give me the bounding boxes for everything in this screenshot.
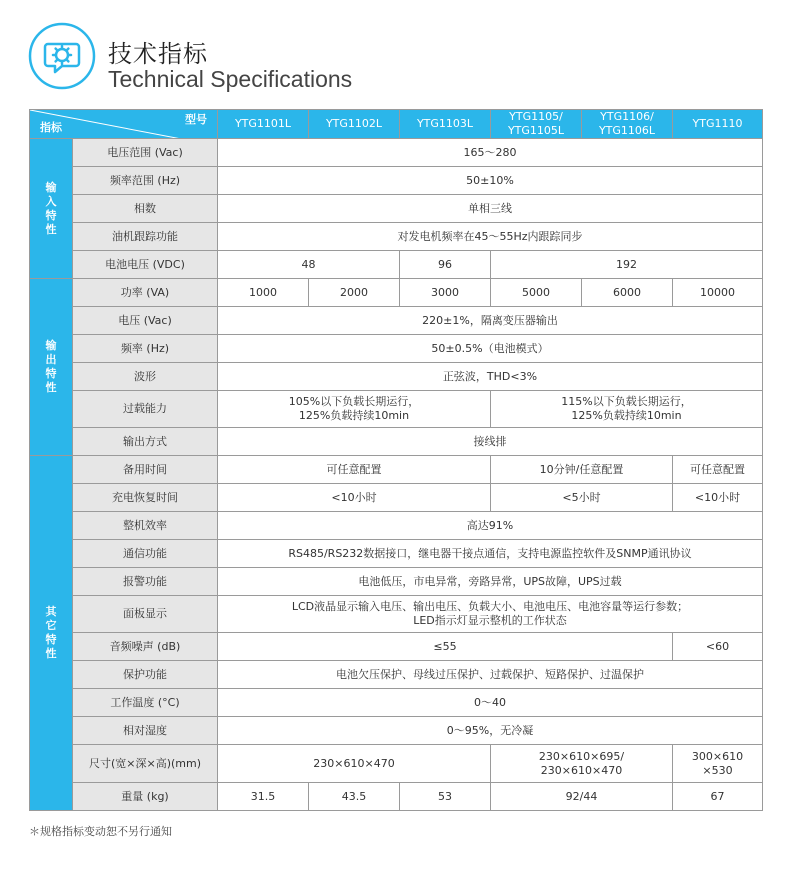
row-value: 高达91%	[218, 512, 763, 540]
row-label: 重量 (kg)	[73, 783, 218, 811]
row-label: 相数	[73, 195, 218, 223]
row-value: 电池低压，市电异常，旁路异常，UPS故障，UPS过载	[218, 568, 763, 596]
header-row	[30, 110, 763, 139]
row-value: 43.5	[309, 783, 400, 811]
row-value: 10分钟/任意配置	[491, 456, 673, 484]
row-value: 6000	[582, 279, 673, 307]
group-other-label: 其 它 特 性	[45, 605, 57, 660]
row-value: 0～40	[218, 689, 763, 717]
table-row	[30, 307, 763, 335]
row-value: 接线排	[218, 428, 763, 456]
corner-model-label: 型号	[185, 113, 207, 126]
table-row	[30, 689, 763, 717]
table-row	[30, 195, 763, 223]
table-row	[30, 456, 763, 484]
row-value: RS485/RS232数据接口，继电器干接点通信，支持电源监控软件及SNMP通讯协议	[218, 540, 763, 568]
row-label: 频率范围 (Hz)	[73, 167, 218, 195]
row-label: 过载能力	[73, 391, 218, 428]
spec-table	[29, 109, 763, 811]
row-value: <10小时	[673, 484, 763, 512]
row-value: 0～95%，无冷凝	[218, 717, 763, 745]
row-value: <5小时	[491, 484, 673, 512]
table-row	[30, 391, 763, 428]
table-row	[30, 251, 763, 279]
row-value: 1000	[218, 279, 309, 307]
row-value: 3000	[400, 279, 491, 307]
row-value: 300×610 ×530	[673, 745, 763, 783]
group-other	[30, 456, 73, 811]
model-header: YTG1110	[673, 110, 763, 139]
table-row	[30, 596, 763, 633]
corner-index-label: 指标	[40, 121, 62, 134]
table-row	[30, 633, 763, 661]
model-header: YTG1103L	[400, 110, 491, 139]
row-value: 67	[673, 783, 763, 811]
row-value: 92/44	[491, 783, 673, 811]
table-row	[30, 661, 763, 689]
table-row	[30, 745, 763, 783]
row-label: 波形	[73, 363, 218, 391]
row-label: 面板显示	[73, 596, 218, 633]
row-label: 整机效率	[73, 512, 218, 540]
row-label: 频率 (Hz)	[73, 335, 218, 363]
row-value: 50±0.5%（电池模式）	[218, 335, 763, 363]
row-label: 尺寸(宽×深×高)(mm)	[73, 745, 218, 783]
table-row	[30, 279, 763, 307]
row-label: 保护功能	[73, 661, 218, 689]
table-row	[30, 717, 763, 745]
corner-cell	[30, 110, 218, 139]
row-label: 输出方式	[73, 428, 218, 456]
page-title-en: Technical Specifications	[108, 66, 353, 92]
row-value: 105%以下负载长期运行， 125%负载持续10min	[218, 391, 491, 428]
row-value: 220±1%，隔离变压器输出	[218, 307, 763, 335]
row-label: 电池电压 (VDC)	[73, 251, 218, 279]
row-label: 充电恢复时间	[73, 484, 218, 512]
row-value: 10000	[673, 279, 763, 307]
table-row	[30, 335, 763, 363]
model-header: YTG1102L	[309, 110, 400, 139]
page-title-cn: 技术指标	[108, 40, 208, 68]
row-value: 48	[218, 251, 400, 279]
group-output	[30, 279, 73, 456]
table-row	[30, 428, 763, 456]
row-value: 115%以下负载长期运行， 125%负载持续10min	[491, 391, 763, 428]
model-header: YTG1105/ YTG1105L	[491, 110, 582, 139]
row-value: 可任意配置	[673, 456, 763, 484]
table-row	[30, 223, 763, 251]
row-value: 电池欠压保护、母线过压保护、过载保护、短路保护、过温保护	[218, 661, 763, 689]
row-value: 2000	[309, 279, 400, 307]
row-value: 96	[400, 251, 491, 279]
table-row	[30, 512, 763, 540]
row-label: 功率 (VA)	[73, 279, 218, 307]
group-input	[30, 139, 73, 279]
row-label: 音频噪声 (dB)	[73, 633, 218, 661]
table-row	[30, 540, 763, 568]
row-value: 5000	[491, 279, 582, 307]
row-label: 报警功能	[73, 568, 218, 596]
row-value: 50±10%	[218, 167, 763, 195]
row-label: 备用时间	[73, 456, 218, 484]
row-value: 53	[400, 783, 491, 811]
row-label: 电压 (Vac)	[73, 307, 218, 335]
table-row	[30, 568, 763, 596]
row-value: <10小时	[218, 484, 491, 512]
row-value: <60	[673, 633, 763, 661]
row-value: 可任意配置	[218, 456, 491, 484]
table-row	[30, 783, 763, 811]
table-row	[30, 363, 763, 391]
row-label: 通信功能	[73, 540, 218, 568]
model-header: YTG1106/ YTG1106L	[582, 110, 673, 139]
row-label: 相对湿度	[73, 717, 218, 745]
row-value: ≤55	[218, 633, 673, 661]
model-header: YTG1101L	[218, 110, 309, 139]
row-value: 230×610×695/ 230×610×470	[491, 745, 673, 783]
row-value: LCD液晶显示输入电压、输出电压、负载大小、电池电压、电池容量等运行参数； LED指示灯显示整机的工作状态	[218, 596, 763, 633]
row-value: 对发电机频率在45～55Hz内跟踪同步	[218, 223, 763, 251]
row-value: 31.5	[218, 783, 309, 811]
table-row	[30, 139, 763, 167]
table-row	[30, 167, 763, 195]
group-input-label: 输 入 特 性	[45, 180, 57, 236]
row-label: 油机跟踪功能	[73, 223, 218, 251]
row-value: 单相三线	[218, 195, 763, 223]
row-value: 192	[491, 251, 763, 279]
table-row	[30, 484, 763, 512]
row-value: 230×610×470	[218, 745, 491, 783]
footnote: ＊规格指标变动恕不另行通知	[29, 825, 172, 838]
settings-gear-icon	[28, 22, 96, 90]
row-value: 正弦波，THD<3%	[218, 363, 763, 391]
row-label: 工作温度 (°C)	[73, 689, 218, 717]
row-label: 电压范围 (Vac)	[73, 139, 218, 167]
row-value: 165～280	[218, 139, 763, 167]
group-output-label: 输 出 特 性	[45, 339, 57, 394]
